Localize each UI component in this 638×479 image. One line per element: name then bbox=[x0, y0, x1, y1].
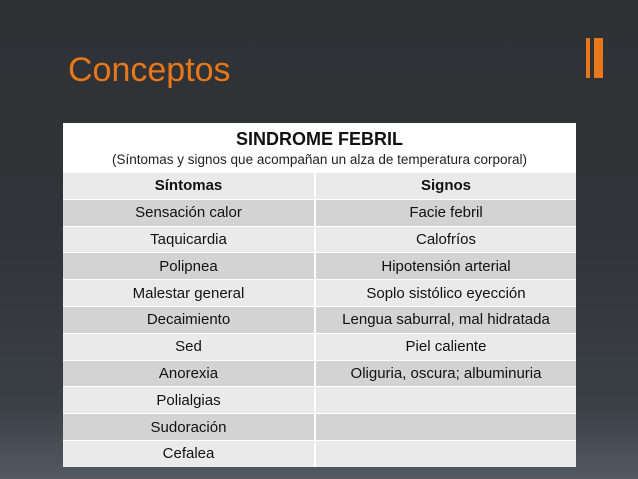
symptom-cell: Malestar general bbox=[63, 280, 316, 306]
column-header-symptoms: Síntomas bbox=[63, 173, 316, 199]
table-row bbox=[63, 306, 576, 333]
column-header-signs: Signos bbox=[316, 173, 576, 199]
decorative-accent-bar-thin bbox=[586, 38, 590, 78]
table-row bbox=[63, 279, 576, 306]
symptom-cell: Taquicardia bbox=[63, 227, 316, 253]
table-row bbox=[63, 413, 576, 440]
symptom-cell: Sed bbox=[63, 334, 316, 360]
table-header bbox=[63, 123, 576, 172]
symptom-cell: Sensación calor bbox=[63, 200, 316, 226]
table-title: SINDROME FEBRIL bbox=[235, 129, 403, 149]
syndrome-table bbox=[63, 123, 576, 467]
symptom-cell: Anorexia bbox=[63, 361, 316, 387]
symptom-cell: Cefalea bbox=[63, 441, 316, 467]
table-row bbox=[63, 360, 576, 387]
table-row bbox=[63, 333, 576, 360]
sign-cell: Hipotensión arterial bbox=[316, 253, 576, 279]
sign-cell: Lengua saburral, mal hidratada bbox=[316, 307, 576, 333]
decorative-accent-bar-thick bbox=[594, 38, 603, 78]
sign-cell bbox=[316, 414, 576, 440]
table-row bbox=[63, 252, 576, 279]
symptom-cell: Polialgias bbox=[63, 387, 316, 413]
table-row bbox=[63, 226, 576, 253]
slide-title: Conceptos bbox=[68, 51, 231, 89]
symptom-cell: Polipnea bbox=[63, 253, 316, 279]
sign-cell: Piel caliente bbox=[316, 334, 576, 360]
table-subtitle: (Síntomas y signos que acompañan un alza de temperatura corporal) bbox=[112, 152, 527, 167]
table-row bbox=[63, 386, 576, 413]
table-row bbox=[63, 199, 576, 226]
table-row bbox=[63, 440, 576, 467]
sign-cell bbox=[316, 387, 576, 413]
sign-cell: Soplo sistólico eyección bbox=[316, 280, 576, 306]
symptom-cell: Decaimiento bbox=[63, 307, 316, 333]
sign-cell: Oliguria, oscura; albuminuria bbox=[316, 361, 576, 387]
table-column-headers bbox=[63, 172, 576, 199]
sign-cell bbox=[316, 441, 576, 467]
symptom-cell: Sudoración bbox=[63, 414, 316, 440]
sign-cell: Facie febril bbox=[316, 200, 576, 226]
sign-cell: Calofríos bbox=[316, 227, 576, 253]
